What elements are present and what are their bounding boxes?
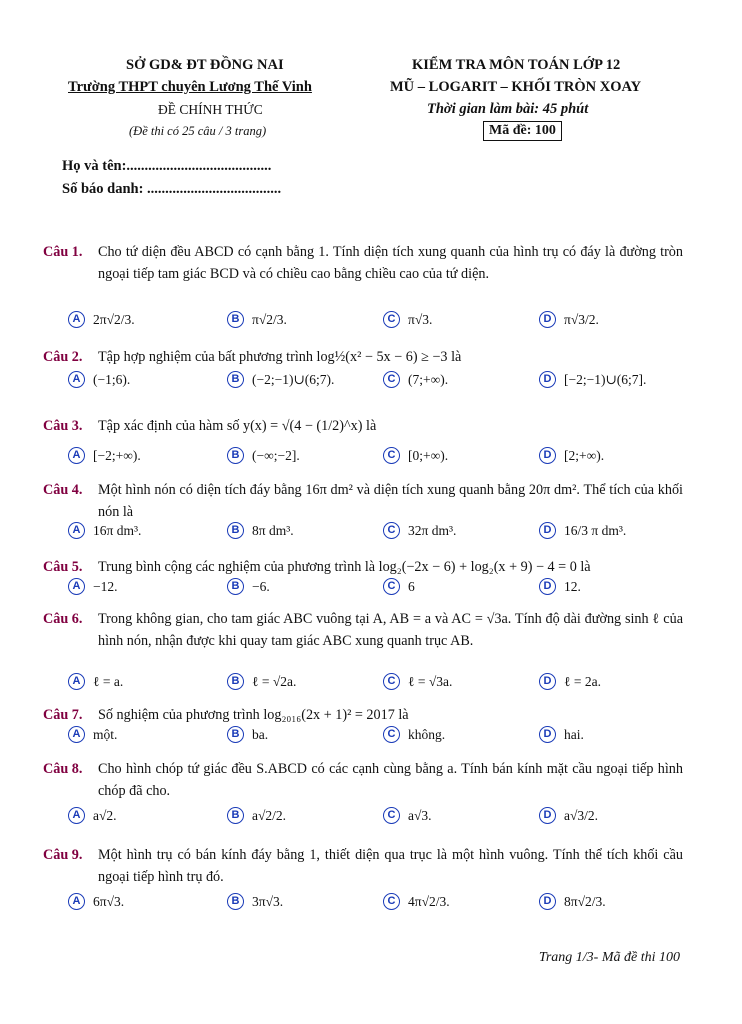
question-text: Cho hình chóp tứ giác đều S.ABCD có các cạnh cùng bằng a. Tính bán kính mặt cầu ngoại tiếp hình chóp đã cho. <box>98 761 683 799</box>
option-text: (−1;6). <box>93 371 131 387</box>
option-letter-icon: D <box>539 726 556 743</box>
option-text: 32π dm³. <box>408 522 457 538</box>
student-id-field: Số báo danh: ..................................... <box>62 181 282 197</box>
answer-option[interactable] <box>68 807 117 824</box>
answer-option[interactable] <box>227 371 334 388</box>
question-number: Câu 8. <box>43 761 83 777</box>
answer-option[interactable] <box>227 447 300 464</box>
option-letter-icon: C <box>383 371 400 388</box>
question-text: Tập xác định của hàm số y(x) = √(4 − (1/2)^x) là <box>98 418 377 434</box>
option-text: a√3/2. <box>564 807 599 823</box>
answer-option[interactable] <box>539 371 646 388</box>
option-text: 3π√3. <box>252 893 284 909</box>
option-letter-icon: D <box>539 578 556 595</box>
option-letter-icon: B <box>227 447 244 464</box>
option-letter-icon: A <box>68 578 85 595</box>
option-text: ℓ = √2a. <box>252 673 297 689</box>
question-text: Trong không gian, cho tam giác ABC vuông tại A, AB = a và AC = √3a. Tính độ dài đường sinh ℓ của hình nón, nhận được khi quay tam giác ABC xung quanh trục AB. <box>98 611 683 649</box>
answer-option[interactable] <box>539 673 601 690</box>
option-letter-icon: D <box>539 893 556 910</box>
answer-option[interactable] <box>383 726 445 743</box>
option-text: không. <box>408 726 446 742</box>
option-letter-icon: B <box>227 311 244 328</box>
option-text: 16/3 π dm³. <box>564 522 627 538</box>
option-letter-icon: B <box>227 726 244 743</box>
answer-option[interactable] <box>383 893 450 910</box>
option-letter-icon: B <box>227 893 244 910</box>
option-letter-icon: D <box>539 522 556 539</box>
option-letter-icon: D <box>539 807 556 824</box>
question-number: Câu 6. <box>43 611 83 627</box>
option-letter-icon: C <box>383 311 400 328</box>
answer-option[interactable] <box>539 522 626 539</box>
option-letter-icon: B <box>227 578 244 595</box>
answer-option[interactable] <box>68 673 123 690</box>
option-text: [2;+∞). <box>564 447 605 463</box>
option-text: 2π√2/3. <box>93 311 135 327</box>
option-letter-icon: D <box>539 371 556 388</box>
option-letter-icon: C <box>383 447 400 464</box>
option-letter-icon: B <box>227 673 244 690</box>
option-letter-icon: C <box>383 807 400 824</box>
option-text: 12. <box>564 578 581 594</box>
answer-option[interactable] <box>68 371 130 388</box>
option-letter-icon: A <box>68 673 85 690</box>
answer-option[interactable] <box>227 726 268 743</box>
option-letter-icon: C <box>383 673 400 690</box>
option-text: ℓ = √3a. <box>408 673 453 689</box>
option-text: −6. <box>252 578 270 594</box>
answer-option[interactable] <box>383 311 432 328</box>
answer-option[interactable] <box>227 807 286 824</box>
answer-option[interactable] <box>539 893 606 910</box>
option-text: π√2/3. <box>252 311 287 327</box>
option-text: 8π dm³. <box>252 522 294 538</box>
option-text: a√2. <box>93 807 117 823</box>
option-text: 16π dm³. <box>93 522 142 538</box>
exam-topic: MŨ – LOGARIT – KHỐI TRÒN XOAY <box>390 79 642 95</box>
option-text: [−2;+∞). <box>93 447 141 463</box>
exam-code: Mã đề: 100 <box>483 121 562 141</box>
answer-option[interactable] <box>539 447 604 464</box>
option-letter-icon: B <box>227 371 244 388</box>
option-text: 6π√3. <box>93 893 125 909</box>
option-text: ℓ = a. <box>93 673 124 689</box>
answer-option[interactable] <box>383 578 415 595</box>
option-letter-icon: C <box>383 893 400 910</box>
answer-option[interactable] <box>227 673 296 690</box>
option-text: [0;+∞). <box>408 447 449 463</box>
answer-option[interactable] <box>227 311 287 328</box>
option-letter-icon: C <box>383 726 400 743</box>
option-text: (7;+∞). <box>408 371 449 387</box>
option-text: hai. <box>564 726 584 742</box>
exam-time: Thời gian làm bài: 45 phút <box>427 101 589 117</box>
answer-option[interactable] <box>68 893 124 910</box>
option-text: π√3. <box>408 311 433 327</box>
option-text: 4π√2/3. <box>408 893 450 909</box>
question-text: Một hình nón có diện tích đáy bằng 16π dm² và diện tích xung quanh bằng 20π dm². Thể tích của khối nón là <box>98 482 683 520</box>
question-number: Câu 3. <box>43 418 83 434</box>
option-letter-icon: A <box>68 726 85 743</box>
official-label: ĐỀ CHÍNH THỨC <box>158 102 263 117</box>
option-text: (−2;−1)∪(6;7). <box>252 371 335 387</box>
school-name: Trường THPT chuyên Lương Thế Vinh <box>68 79 312 95</box>
question-number: Câu 5. <box>43 559 83 575</box>
answer-option[interactable] <box>68 311 135 328</box>
question-number: Câu 1. <box>43 244 83 260</box>
option-text: 8π√2/3. <box>564 893 606 909</box>
answer-option[interactable] <box>68 447 141 464</box>
answer-option[interactable] <box>227 522 294 539</box>
option-letter-icon: A <box>68 893 85 910</box>
answer-option[interactable] <box>539 726 584 743</box>
option-letter-icon: B <box>227 807 244 824</box>
option-text: một. <box>93 726 118 742</box>
answer-option[interactable] <box>539 311 599 328</box>
option-letter-icon: A <box>68 522 85 539</box>
question-number: Câu 2. <box>43 349 83 365</box>
answer-option[interactable] <box>383 673 452 690</box>
option-text: ℓ = 2a. <box>564 673 601 689</box>
option-letter-icon: A <box>68 807 85 824</box>
option-letter-icon: A <box>68 311 85 328</box>
option-text: a√3. <box>408 807 432 823</box>
answer-option[interactable] <box>383 807 432 824</box>
option-text: 6 <box>408 578 415 594</box>
option-text: (−∞;−2]. <box>252 447 300 463</box>
answer-option[interactable] <box>383 522 456 539</box>
option-text: −12. <box>93 578 118 594</box>
answer-option[interactable] <box>227 578 270 595</box>
option-letter-icon: C <box>383 578 400 595</box>
option-letter-icon: C <box>383 522 400 539</box>
option-letter-icon: B <box>227 522 244 539</box>
option-letter-icon: A <box>68 447 85 464</box>
question-text: Tập hợp nghiệm của bất phương trình log½(x² − 5x − 6) ≥ −3 là <box>98 349 462 365</box>
answer-option[interactable] <box>383 371 448 388</box>
option-letter-icon: A <box>68 371 85 388</box>
question-text: Một hình trụ có bán kính đáy bằng 1, thiết diện qua trục là một hình vuông. Tính thể tích khối cầu ngoại tiếp hình trụ đó. <box>98 847 683 885</box>
answer-option[interactable] <box>539 807 598 824</box>
answer-option[interactable] <box>227 893 283 910</box>
option-letter-icon: D <box>539 311 556 328</box>
student-name-field: Họ và tên:........................................ <box>62 158 272 174</box>
question-text: Cho tứ diện đều ABCD có cạnh bằng 1. Tính diện tích xung quanh của hình trụ có đáy là đường tròn ngoại tiếp tam giác BCD và có chiều cao bằng chiều cao của tứ diện. <box>98 244 683 282</box>
question-text: Số nghiệm của phương trình log₂₀₁₆(2x + 1)² = 2017 là <box>98 707 409 723</box>
answer-option[interactable] <box>68 578 118 595</box>
question-text: Trung bình cộng các nghiệm của phương trình là log₂(−2x − 6) + log₂(x + 9) − 4 = 0 là <box>98 559 591 575</box>
answer-option[interactable] <box>539 578 581 595</box>
option-text: π√3/2. <box>564 311 599 327</box>
option-text: a√2/2. <box>252 807 287 823</box>
exam-note: (Đề thi có 25 câu / 3 trang) <box>129 124 267 138</box>
option-text: [−2;−1)∪(6;7]. <box>564 371 647 387</box>
question-number: Câu 9. <box>43 847 83 863</box>
question-number: Câu 7. <box>43 707 83 723</box>
answer-option[interactable] <box>68 726 117 743</box>
option-text: ba. <box>252 726 269 742</box>
answer-option[interactable] <box>68 522 141 539</box>
exam-title: KIỂM TRA MÔN TOÁN LỚP 12 <box>412 57 621 73</box>
department-name: SỞ GD& ĐT ĐỒNG NAI <box>126 57 284 73</box>
option-letter-icon: D <box>539 673 556 690</box>
answer-option[interactable] <box>383 447 448 464</box>
question-number: Câu 4. <box>43 482 83 498</box>
page-footer: Trang 1/3- Mã đề thi 100 <box>538 950 680 965</box>
option-letter-icon: D <box>539 447 556 464</box>
